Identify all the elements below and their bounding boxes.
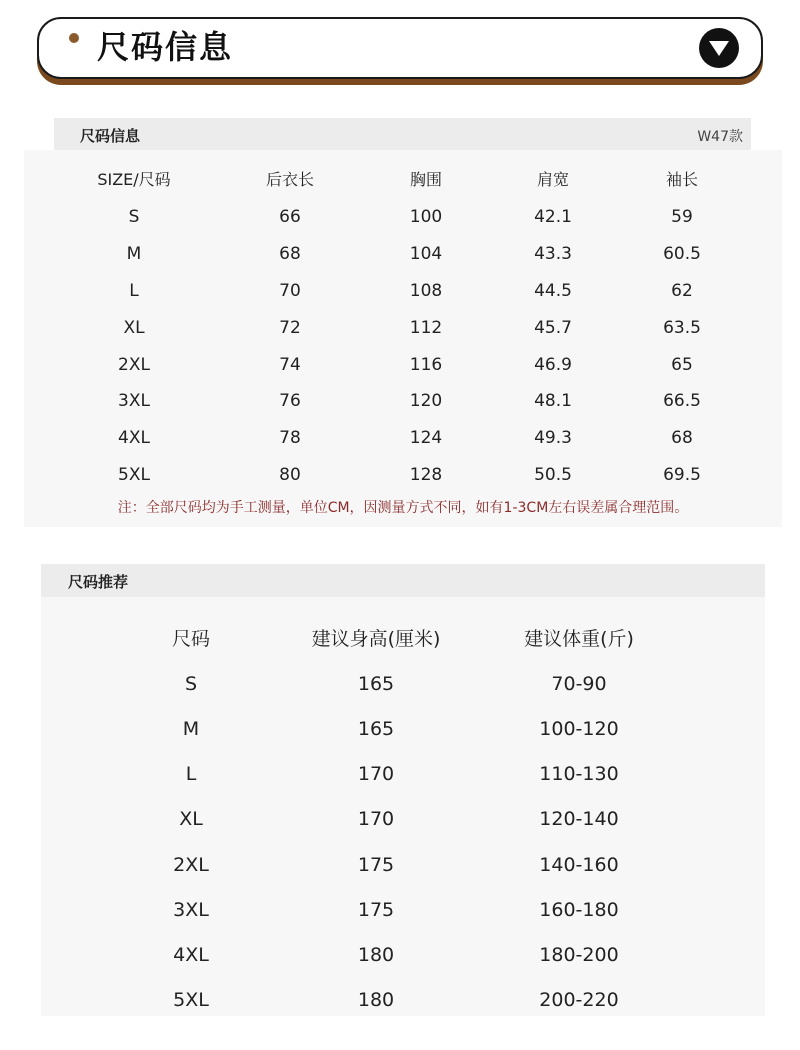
recommend-header: [41, 564, 765, 597]
table-row: [41, 759, 765, 789]
column-header: 建议体重(斤): [524, 628, 634, 650]
table-cell: 46.9: [534, 354, 572, 375]
table-cell: 66: [279, 206, 301, 227]
column-header: 尺码: [171, 628, 210, 650]
table-cell: 112: [409, 317, 443, 338]
measurements-title: 尺码信息: [80, 127, 141, 145]
table-cell: 62: [671, 280, 693, 301]
size-info-banner: [37, 17, 763, 79]
table-cell: 200-220: [539, 988, 619, 1011]
table-cell: 116: [409, 354, 443, 375]
header-row: [24, 165, 782, 195]
table-cell: 180: [357, 943, 395, 966]
table-cell: 124: [409, 428, 443, 449]
table-cell: M: [182, 718, 200, 741]
bullet-dot: [69, 33, 79, 43]
table-row: [41, 714, 765, 744]
table-cell: 108: [409, 280, 443, 301]
table-cell: 165: [357, 718, 395, 741]
table-cell: 3XL: [118, 391, 150, 412]
table-cell: 160-180: [539, 898, 619, 921]
table-cell: 4XL: [173, 943, 209, 966]
table-cell: 4XL: [118, 428, 150, 449]
table-cell: 175: [357, 853, 395, 876]
table-cell: 110-130: [539, 763, 619, 786]
measurements-table: [24, 150, 782, 527]
measurements-header: [54, 118, 751, 150]
table-cell: L: [129, 280, 139, 301]
table-cell: 43.3: [534, 243, 572, 264]
table-cell: 63.5: [663, 317, 701, 338]
table-cell: S: [184, 673, 198, 696]
table-row: [41, 940, 765, 970]
table-cell: 45.7: [534, 317, 572, 338]
table-cell: 100-120: [539, 718, 619, 741]
column-header: SIZE/尺码: [97, 170, 171, 189]
table-cell: 120: [409, 391, 443, 412]
table-row: [24, 313, 782, 343]
table-row: [24, 386, 782, 416]
table-row: [41, 669, 765, 699]
table-cell: 80: [279, 465, 301, 486]
measurement-note: 注：全部尺码均为手工测量，单位CM，因测量方式不同，如有1-3CM左右误差属合理范围。: [117, 500, 689, 516]
table-cell: S: [128, 206, 140, 227]
table-cell: 78: [279, 428, 301, 449]
table-cell: XL: [123, 317, 145, 338]
table-row: [41, 985, 765, 1015]
table-cell: 2XL: [118, 354, 150, 375]
column-header: 肩宽: [536, 170, 569, 189]
table-row: [24, 202, 782, 232]
table-cell: 3XL: [173, 898, 209, 921]
table-cell: 44.5: [534, 280, 572, 301]
table-cell: 100: [409, 206, 443, 227]
banner-title: 尺码信息: [97, 28, 234, 66]
model-code: W47款: [697, 129, 743, 145]
table-cell: 128: [409, 465, 443, 486]
recommend-title: 尺码推荐: [68, 573, 129, 591]
column-header: 建议身高(厘米): [311, 628, 441, 650]
table-cell: 59: [671, 206, 693, 227]
table-cell: 68: [671, 428, 693, 449]
table-row: [24, 350, 782, 380]
table-cell: 165: [357, 673, 395, 696]
table-cell: 66.5: [663, 391, 701, 412]
table-cell: 2XL: [173, 853, 209, 876]
table-row: [24, 460, 782, 490]
recommend-table: [41, 597, 765, 1016]
table-cell: 170: [357, 763, 395, 786]
table-cell: 49.3: [534, 428, 572, 449]
table-cell: XL: [179, 808, 203, 831]
table-cell: 74: [279, 354, 301, 375]
column-header: 袖长: [665, 170, 698, 189]
table-cell: 68: [279, 243, 301, 264]
header-row: [41, 624, 765, 654]
table-cell: 50.5: [534, 465, 572, 486]
table-row: [41, 804, 765, 834]
table-cell: 120-140: [539, 808, 619, 831]
table-cell: 104: [409, 243, 443, 264]
table-cell: 70-90: [551, 673, 607, 696]
table-row: [24, 423, 782, 453]
table-cell: 69.5: [663, 465, 701, 486]
table-cell: M: [126, 243, 142, 264]
table-cell: 70: [279, 280, 301, 301]
table-row: [24, 276, 782, 306]
table-cell: 175: [357, 898, 395, 921]
table-cell: 140-160: [539, 853, 619, 876]
table-cell: 60.5: [663, 243, 701, 264]
table-cell: 5XL: [118, 465, 150, 486]
table-cell: 42.1: [534, 206, 572, 227]
table-cell: L: [185, 763, 197, 786]
table-cell: 76: [279, 391, 301, 412]
table-cell: 180: [357, 988, 395, 1011]
table-cell: 5XL: [173, 988, 209, 1011]
chevron-down-icon[interactable]: [699, 28, 739, 68]
column-header: 后衣长: [265, 170, 314, 189]
table-cell: 65: [671, 354, 693, 375]
column-header: 胸围: [409, 170, 442, 189]
table-cell: 72: [279, 317, 301, 338]
table-cell: 48.1: [534, 391, 572, 412]
table-row: [41, 895, 765, 925]
table-cell: 180-200: [539, 943, 619, 966]
table-row: [41, 850, 765, 880]
table-row: [24, 239, 782, 269]
table-cell: 170: [357, 808, 395, 831]
